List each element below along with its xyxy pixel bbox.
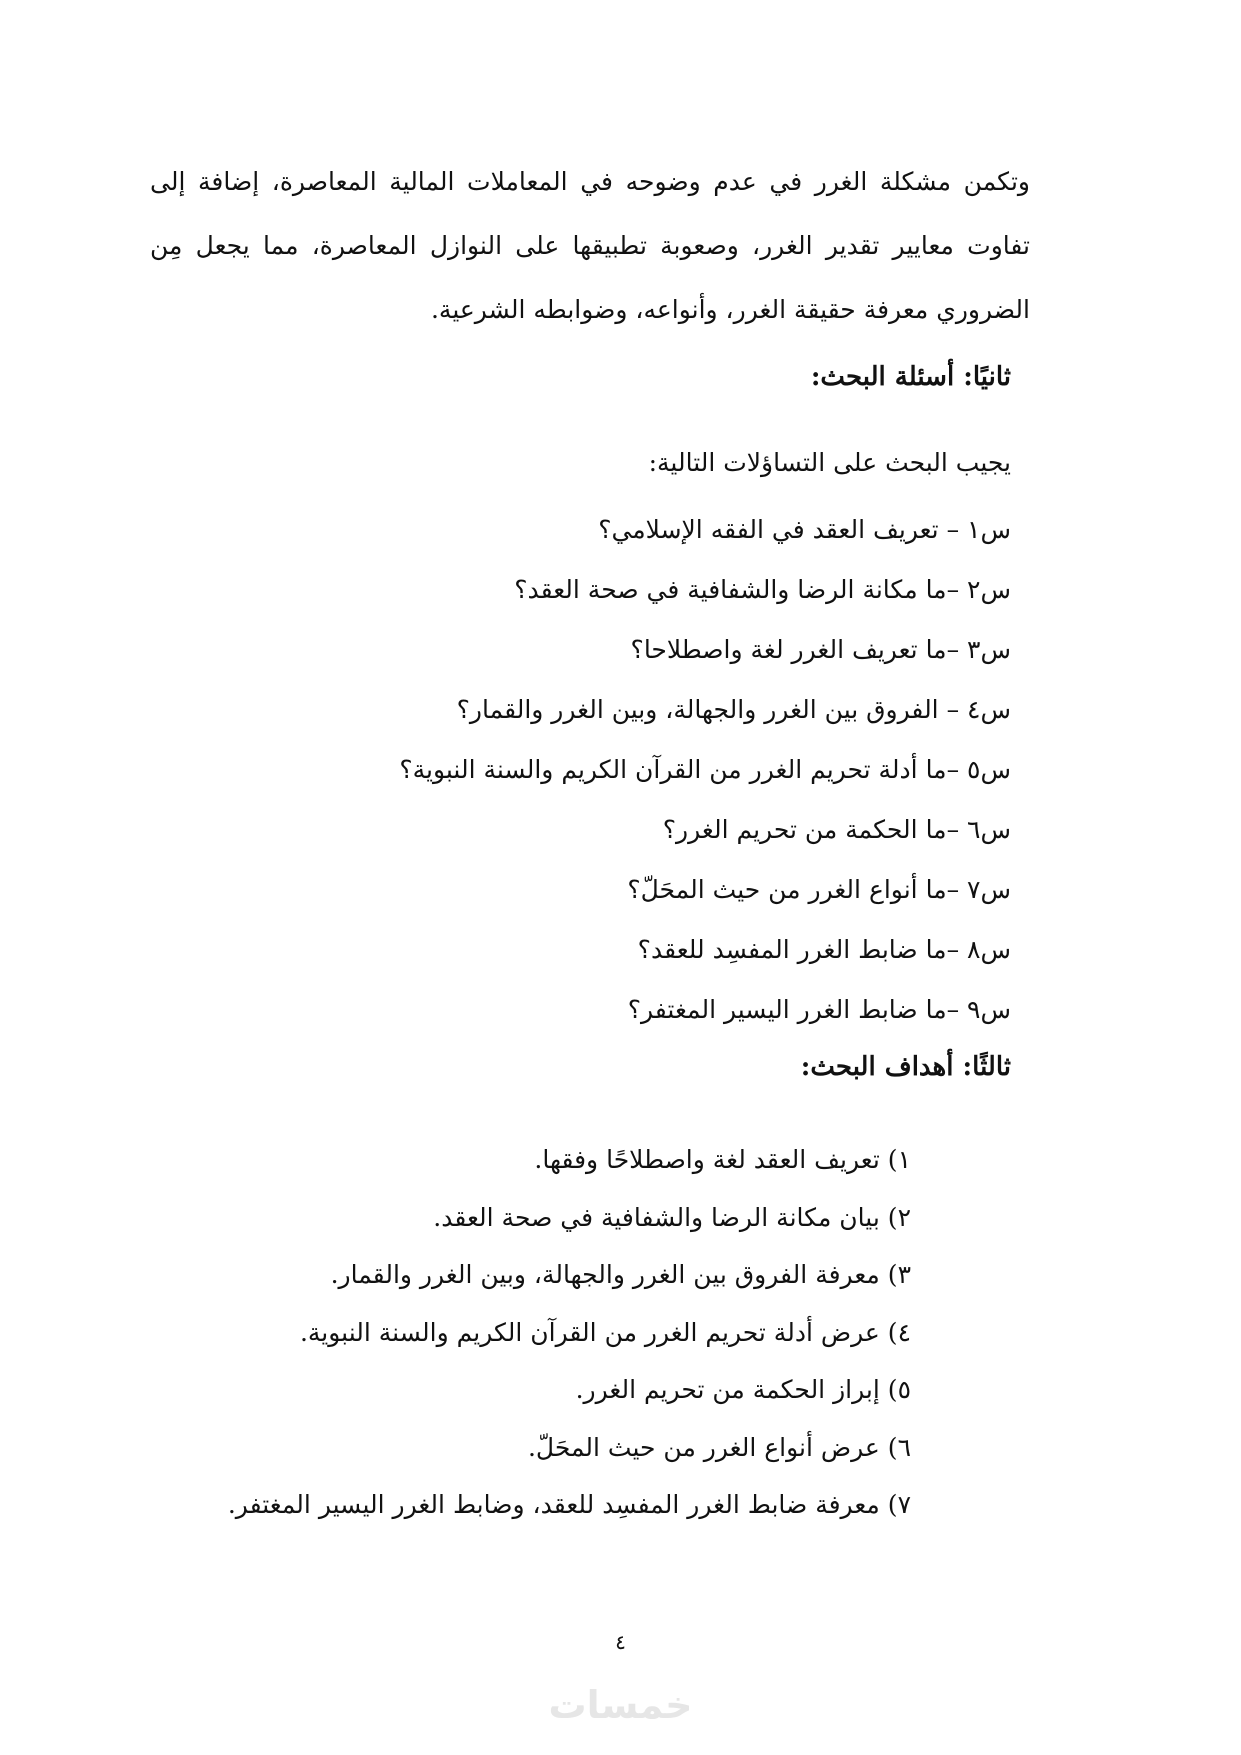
questions-intro: يجيب البحث على التساؤلات التالية: — [648, 448, 1011, 477]
objective-text: معرفة ضابط الغرر المفسِد للعقد، وضابط الغرر اليسير المغتفر. — [227, 1490, 880, 1519]
question-item: س٥ –ما أدلة تحريم الغرر من القرآن الكريم والسنة النبوية؟ — [399, 755, 1011, 784]
objective-item — [228, 1198, 911, 1256]
question-item: س١ – تعريف العقد في الفقه الإسلامي؟ — [598, 515, 1011, 544]
objective-item — [228, 1370, 911, 1428]
question-item: س٩ –ما ضابط الغرر اليسير المغتفر؟ — [627, 995, 1011, 1024]
objective-number: ٥) — [887, 1375, 911, 1404]
objective-number: ٤) — [887, 1317, 911, 1347]
objective-text: بيان مكانة الرضا والشفافية في صحة العقد. — [433, 1202, 880, 1232]
objective-number: ١) — [887, 1145, 911, 1174]
question-item: س٤ – الفروق بين الغرر والجهالة، وبين الغرر والقمار؟ — [456, 695, 1011, 724]
questions-list — [399, 508, 1011, 1048]
problem-paragraph-text: وتكمن مشكلة الغرر في عدم وضوحه في المعاملات المالية المعاصرة، إضافة إلى تفاوت معايير تقدير الغرر، وصعوبة تطبيقها على النوازل المعاصرة، مما يجعل مِن الضروري معرفة حقيقة الغرر، وأنواعه، وضوابطه الشرعية. — [150, 167, 1030, 324]
watermark-logo: خمسات — [548, 1683, 693, 1727]
objective-item — [228, 1428, 911, 1486]
page-number: ٤ — [615, 1630, 626, 1654]
objectives-list — [228, 1140, 911, 1543]
objective-item — [228, 1255, 911, 1313]
problem-paragraph — [150, 150, 1030, 342]
objective-item — [228, 1313, 911, 1371]
question-item: س٦ –ما الحكمة من تحريم الغرر؟ — [662, 815, 1011, 844]
objective-text: عرض أدلة تحريم الغرر من القرآن الكريم والسنة النبوية. — [299, 1317, 880, 1347]
objective-text: تعريف العقد لغة واصطلاحًا وفقها. — [534, 1145, 880, 1174]
question-item: س٨ –ما ضابط الغرر المفسِد للعقد؟ — [637, 935, 1011, 964]
objective-number: ٧) — [887, 1490, 911, 1519]
questions-heading: ثانيًا: أسئلة البحث: — [810, 362, 1011, 392]
objective-number: ٢) — [887, 1202, 911, 1232]
objective-number: ٣) — [887, 1260, 911, 1289]
objective-item — [228, 1140, 911, 1198]
objective-text: عرض أنواع الغرر من حيث المحَلّ. — [527, 1432, 880, 1462]
objective-text: إبراز الحكمة من تحريم الغرر. — [575, 1375, 880, 1404]
objectives-heading: ثالثًا: أهداف البحث: — [800, 1052, 1011, 1082]
question-item: س٢ –ما مكانة الرضا والشفافية في صحة العقد؟ — [514, 575, 1011, 604]
question-item: س٧ –ما أنواع الغرر من حيث المحَلّ؟ — [627, 875, 1011, 904]
objective-number: ٦) — [887, 1432, 911, 1462]
objective-text: معرفة الفروق بين الغرر والجهالة، وبين الغرر والقمار. — [330, 1260, 880, 1289]
question-item: س٣ –ما تعريف الغرر لغة واصطلاحا؟ — [630, 635, 1011, 664]
objective-item — [228, 1485, 911, 1543]
